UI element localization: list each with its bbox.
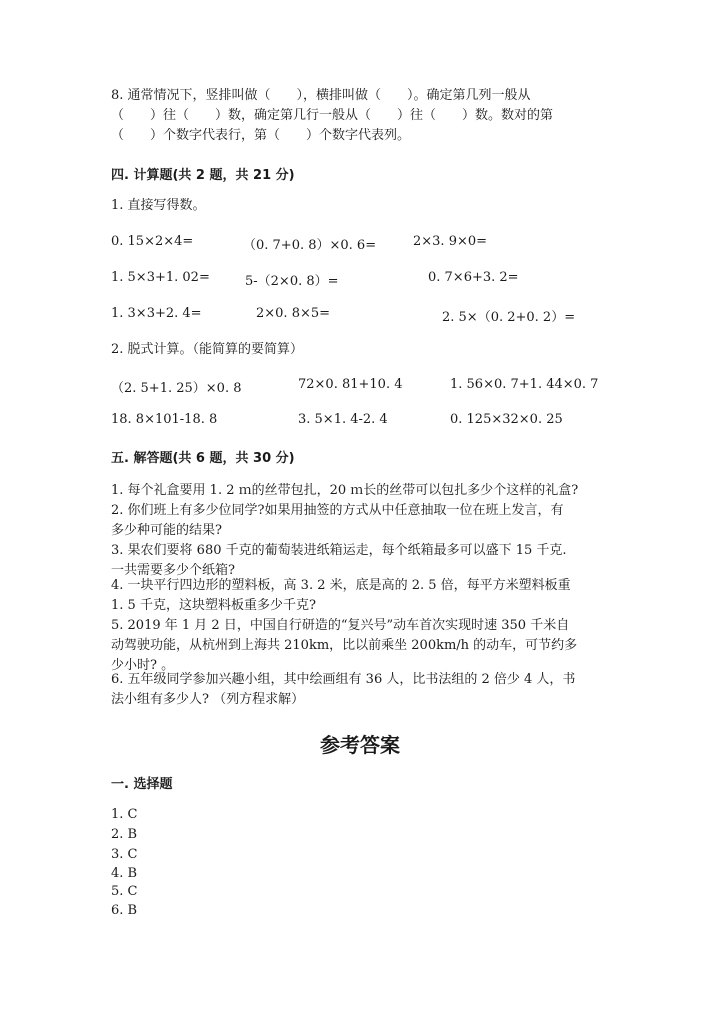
calc-item: 0. 125×32×0. 25 xyxy=(450,412,563,427)
answers-title: 参考答案 xyxy=(320,733,400,757)
calc-q1-title: 1. 直接写得数。 xyxy=(111,198,206,213)
q8-line-2: （ ）往（ ）数，确定第几行一般从（ ）往（ ）数。数对的第 xyxy=(111,108,554,123)
answer-item: 4. B xyxy=(111,866,138,881)
calc-item: 2×3. 9×0= xyxy=(413,234,488,249)
word-problem-line: 动驾驶功能，从杭州到上海共 210km，比以前乘坐 200km/h 的动车，可节约多 xyxy=(111,638,578,653)
calc-item: 5-（2×0. 8）= xyxy=(245,274,339,289)
answers-section-1-heading: 一. 选择题 xyxy=(111,777,173,792)
calc-item: 1. 5×3+1. 02= xyxy=(111,270,210,285)
calc-item: 18. 8×101-18. 8 xyxy=(111,412,218,427)
word-problem-line: 1. 每个礼盒要用 1. 2 ｍ的丝带包扎，20 ｍ长的丝带可以包扎多少个这样的礼盒? xyxy=(111,483,579,498)
calc-item: 3. 5×1. 4-2. 4 xyxy=(298,412,388,427)
answer-item: 1. C xyxy=(111,807,138,822)
word-problem-line: 法小组有多少人? （列方程求解） xyxy=(111,692,305,707)
word-problem-line: 2. 你们班上有多少位同学?如果用抽签的方式从中任意抽取一位在班上发言，有 xyxy=(111,503,564,518)
calc-item: 0. 7×6+3. 2= xyxy=(428,270,519,285)
q8-line-3: （ ）个数字代表行，第（ ）个数字代表列。 xyxy=(111,128,411,143)
word-problem-line: 一共需要多少个纸箱? xyxy=(111,563,235,578)
word-problem-line: 多少种可能的结果? xyxy=(111,523,222,538)
calc-item: （0. 7+0. 8）×0. 6= xyxy=(243,238,377,253)
calc-item: 0. 15×2×4= xyxy=(111,234,194,249)
word-problem-line: 少小时? 。 xyxy=(111,658,175,673)
calc-item: 1. 3×3+2. 4= xyxy=(111,306,202,321)
answer-item: 6. B xyxy=(111,903,138,918)
calc-item: 2×0. 8×5= xyxy=(256,306,331,321)
word-problem-line: 3. 果农们要将 680 千克的葡萄装进纸箱运走，每个纸箱最多可以盛下 15 千克. xyxy=(111,543,567,558)
answer-item: 2. B xyxy=(111,827,138,842)
calc-item: 2. 5×（0. 2+0. 2）= xyxy=(442,310,576,325)
calc-item: （2. 5+1. 25）×0. 8 xyxy=(111,381,242,396)
word-problem-line: 6. 五年级同学参加兴趣小组，其中绘画组有 36 人，比书法组的 2 倍少 4 人，书 xyxy=(111,672,576,687)
calc-item: 1. 56×0. 7+1. 44×0. 7 xyxy=(450,377,599,392)
word-problem-line: 4. 一块平行四边形的塑料板，高 3. 2 米，底是高的 2. 5 倍，每平方米塑料板重 xyxy=(111,578,571,593)
section-4-heading: 四. 计算题(共 2 题，共 21 分) xyxy=(111,168,295,183)
answer-item: 5. C xyxy=(111,884,138,899)
word-problem-line: 1. 5 千克，这块塑料板重多少千克? xyxy=(111,598,316,613)
q8-line-1: 8. 通常情况下，竖排叫做（ ），横排叫做（ ）。确定第几列一般从 xyxy=(111,88,531,103)
section-5-heading: 五. 解答题(共 6 题，共 30 分) xyxy=(111,451,295,466)
calc-item: 72×0. 81+10. 4 xyxy=(298,377,403,392)
word-problem-line: 5. 2019 年 1 月 2 日，中国自行研造的“复兴号”动车首次实现时速 350 千米自 xyxy=(111,618,570,633)
calc-q2-title: 2. 脱式计算。（能简算的要简算） xyxy=(111,342,304,357)
answer-item: 3. C xyxy=(111,847,138,862)
